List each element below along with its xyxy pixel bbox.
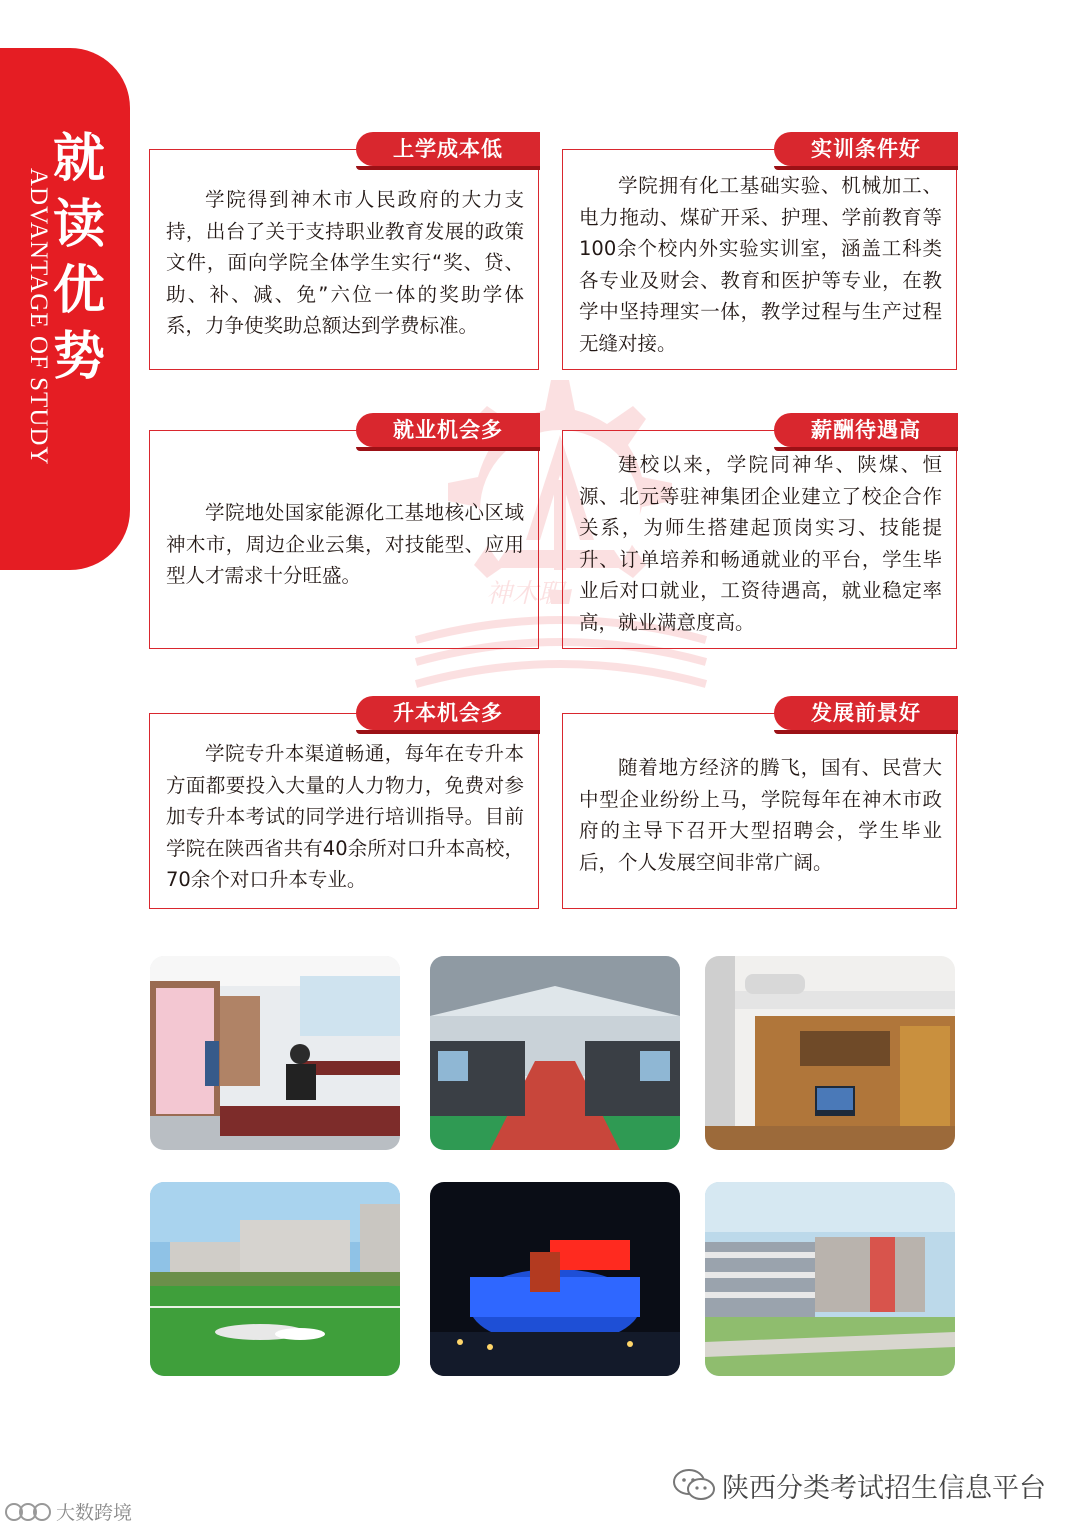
- photo-campus-aerial: [705, 1182, 955, 1376]
- watermark-text: 神木职: [486, 579, 565, 609]
- watermark-logo-icon: [4, 1499, 52, 1525]
- box-text: 学院得到神木市人民政府的大力支持，出台了关于支持职业教育发展的政策文件，面向学院全体学生实行“奖、贷、助、补、减、免”六位一体的奖助学体系，力争使奖助总额达到学费标准。: [166, 188, 524, 337]
- advantage-box-prospects: [562, 701, 957, 909]
- photo-campus-lawn: [150, 1182, 400, 1376]
- wechat-icon: [672, 1467, 716, 1503]
- photo-night-building: [430, 1182, 680, 1376]
- advantage-box-salary: [562, 418, 957, 649]
- photo-library: [150, 956, 400, 1150]
- box-text: 建校以来，学院同神华、陕煤、恒源、北元等驻神集团企业建立了校企合作关系，为师生搭建起顶岗实习、技能提升、订单培养和畅通就业的平台，学生毕业后对口就业，工资待遇高，就业稳定率高，就业满意度高。: [579, 453, 942, 634]
- box-text: 学院地处国家能源化工基地核心区域神木市，周边企业云集，对技能型、应用型人才需求十分旺盛。: [166, 501, 524, 587]
- side-subtitle: ADVANTAGE OF STUDY: [25, 168, 52, 466]
- box-label: 发展前景好: [774, 696, 958, 730]
- side-title-char: 势: [52, 327, 105, 387]
- box-label: 实训条件好: [774, 132, 958, 166]
- side-title-char: 优: [52, 261, 105, 321]
- box-label: 上学成本低: [356, 132, 540, 166]
- box-label: 薪酬待遇高: [774, 413, 958, 447]
- footer-watermark-text: 大数跨境: [56, 1502, 133, 1524]
- footer-brand: [672, 1465, 1046, 1505]
- box-text: 随着地方经济的腾飞，国有、民营大中型企业纷纷上马，学院每年在神木市政府的主导下召开大型招聘会，学生毕业后，个人发展空间非常广阔。: [579, 756, 942, 874]
- side-title-char: 就: [52, 129, 105, 189]
- photo-dormitory: [705, 956, 955, 1150]
- photo-workshop: [430, 956, 680, 1150]
- advantage-box-training: [562, 137, 957, 370]
- advantage-box-employment: [149, 418, 539, 649]
- box-text: 学院拥有化工基础实验、机械加工、电力拖动、煤矿开采、护理、学前教育等100余个校内外实验实训室，涵盖工科类各专业及财会、教育和医护等专业，在教学中坚持理实一体，教学过程与生产过程无缝对接。: [579, 174, 942, 355]
- advantage-box-upgrade: [149, 701, 539, 909]
- box-label: 升本机会多: [356, 696, 540, 730]
- box-text: 学院专升本渠道畅通，每年在专升本方面都要投入大量的人力物力，免费对参加专升本考试的同学进行培训指导。目前学院在陕西省共有40余所对口升本高校，70余个对口升本专业。: [166, 742, 524, 891]
- footer-brand-text: 陕西分类考试招生信息平台: [722, 1472, 1046, 1504]
- side-title: [48, 126, 110, 390]
- side-title-char: 读: [52, 195, 105, 255]
- advantage-box-low-cost: [149, 137, 539, 370]
- footer-watermark: [4, 1498, 132, 1525]
- box-label: 就业机会多: [356, 413, 540, 447]
